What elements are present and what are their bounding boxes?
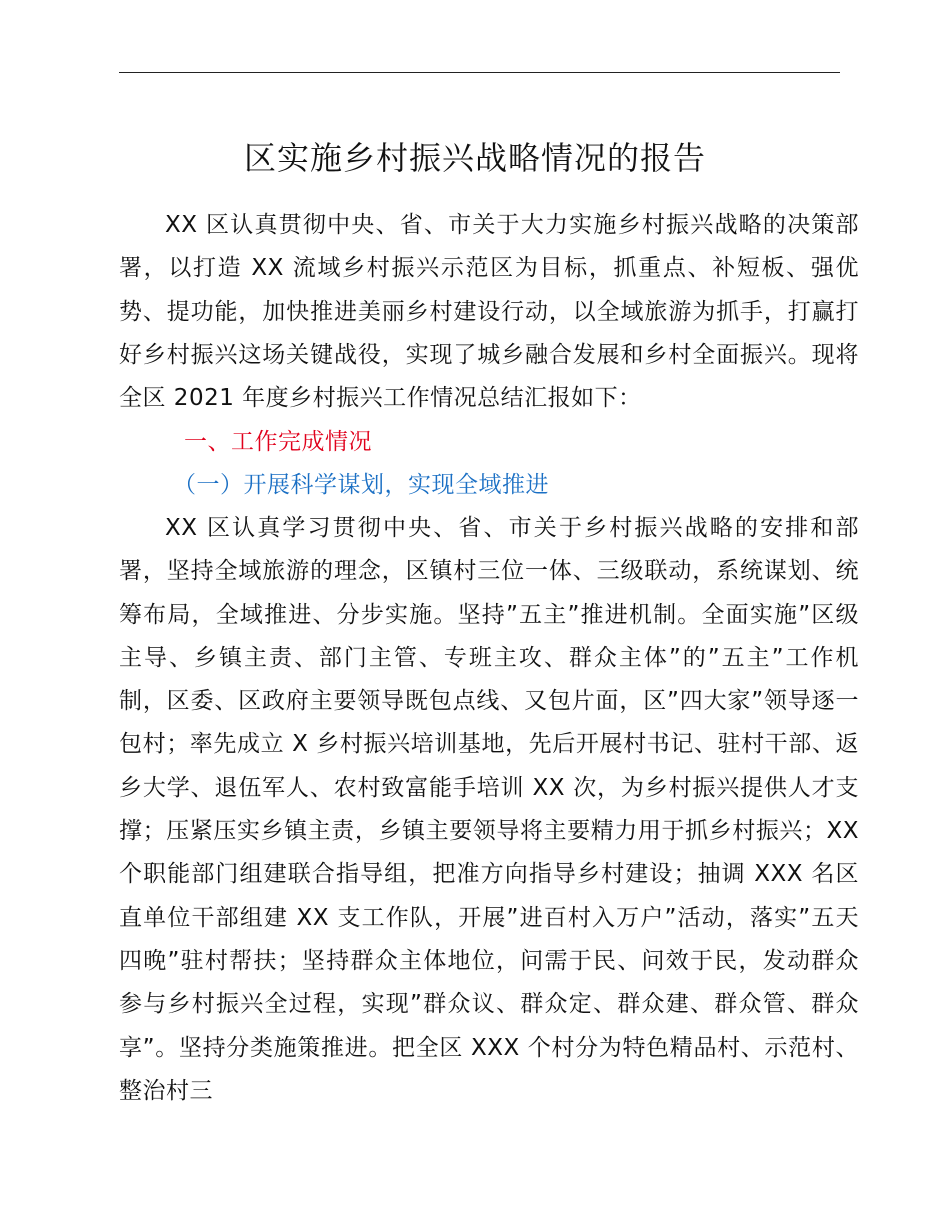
intro-paragraph: XX 区认真贯彻中央、省、市关于大力实施乡村振兴战略的决策部署，以打造 XX 流域乡村振兴示范区为目标，抓重点、补短板、强优势、提功能，加快推进美丽乡村建设行动，以全域旅游为抓手，打赢打好乡村振兴这场关键战役，实现了城乡融合发展和乡村全面振兴。现将全区 2021 年度乡村振兴工作情况总结汇报如下： [119,212,859,412]
section-heading: 一、工作完成情况 [184,429,372,455]
header-rule [119,72,840,73]
subsection-heading: （一）开展科学谋划，实现全域推进 [173,472,549,498]
body-paragraph: XX 区认真学习贯彻中央、省、市关于乡村振兴战略的安排和部署，坚持全域旅游的理念，区镇村三位一体、三级联动，系统谋划、统筹布局，全域推进、分步实施。坚持”五主”推进机制。全面实施”区级主导、乡镇主责、部门主管、专班主攻、群众主体”的”五主”工作机制，区委、区政府主要领导既包点线、又包片面，区”四大家”领导逐一包村；率先成立 X 乡村振兴培训基地，先后开展村书记、驻村干部、返乡大学、退伍军人、农村致富能手培训 XX 次，为乡村振兴提供人才支撑；压紧压实乡镇主责，乡镇主要领导将主要精力用于抓乡村振兴；XX 个职能部门组建联合指导组，把准方向指导乡村建设；抽调 XXX 名区直单位干部组建 XX 支工作队，开展”进百村入万户”活动，落实”五天四晚”驻村帮扶；坚持群众主体地位，问需于民、问效于民，发动群众参与乡村振兴全过程，实现”群众议、群众定、群众建、群众管、群众享”。坚持分类施策推进。把全区 XXX 个村分为特色精品村、示范村、整治村三 [119,515,859,1104]
page-title: 区实施乡村振兴战略情况的报告 [243,139,706,177]
